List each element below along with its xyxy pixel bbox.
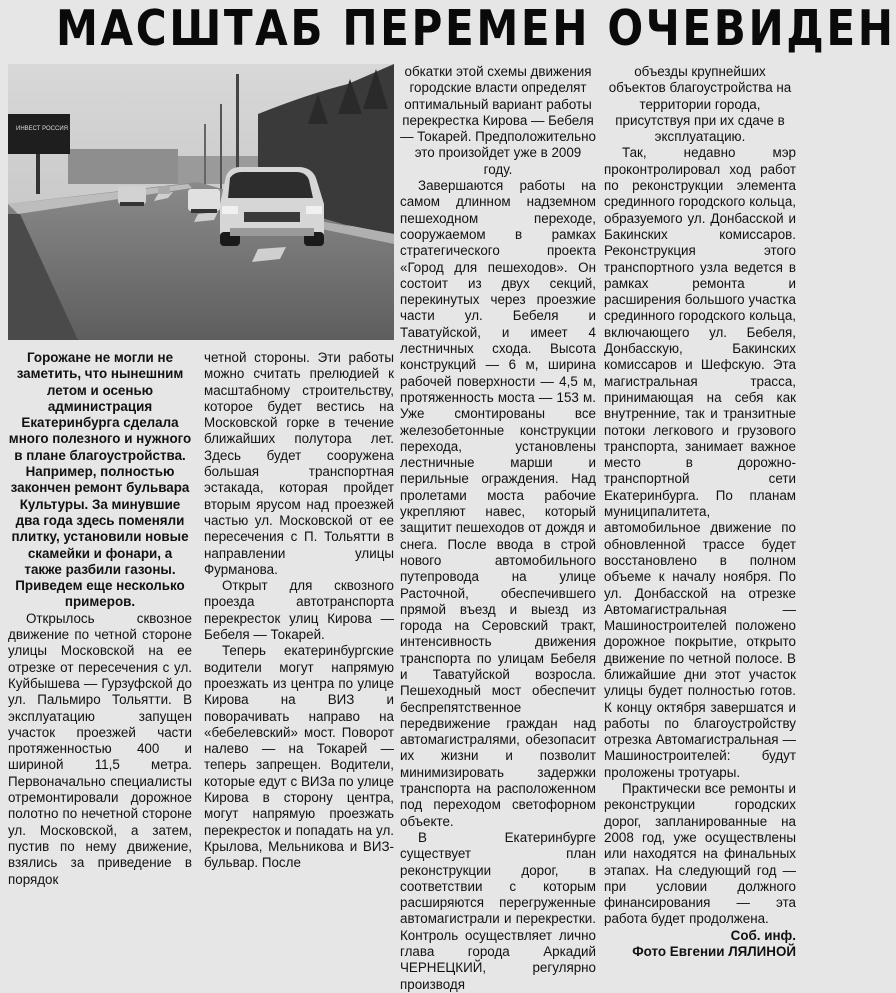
paragraph: четной стороны. Эти работы можно считать прелюдией к масштабному строительству, которое будет вестись на Московской горке в течение ближайших полутора лет. Здесь будет сооружена большая транспортная эстакада, которая пройдет вторым ярусом над проезжей частью ул. Московской от ее пересечения с П. Тольятти в направлении улицы Фурманова.: [204, 350, 394, 577]
column-4: [604, 64, 796, 960]
paragraph: Открыт для сквозного проезда автотранспорта перекресток улиц Кирова — Бебеля — Токарей.: [204, 578, 394, 643]
source-credit: Соб. инф.: [730, 927, 796, 943]
column-1: [8, 350, 192, 888]
paragraph: Теперь екатеринбургские водители могут напрямую проезжать из центра по улице Кирова на ВИЗ и поворачивать направо на «бебелевский» мост. Поворот налево — на Токарей — теперь запрещен. Водители, которые едут с ВИЗа по улице Кирова в сторону центра, могут напрямую проезжать перекресток и попадать на ул. Крылова, Мельникова и ВИЗ-бульвар. После: [204, 643, 394, 871]
billboard-text: ИНВЕСТ РОССИЯ: [16, 126, 68, 132]
photo-credit: Фото Евгении ЛЯЛИНОЙ: [632, 943, 796, 959]
paragraph: Практически все ремонты и реконструкции городских дорог, запланированные на 2008 год, уже осуществлены или находятся на финальных этапах. На следующий год — при условии должного финансирования — эта работа будет продолжена.: [604, 781, 796, 927]
lead-paragraph: Горожане не могли не заметить, что нынешним летом и осенью администрация Екатеринбурга сделала много полезного и нужного в плане благоустройства. Например, полностью закончен ремонт бульвара Культуры. За минувшие два года здесь поменяли плитку, установили новые скамейки и фонари, а также разбили газоны. Приведем еще несколько примеров.: [8, 350, 192, 610]
paragraph: Так, недавно мэр проконтролировал ход работ по реконструкции элемента срединного городского кольца, образуемого ул. Донбасской и Бакинских комиссаров. Реконструкция этого транспортного узла ведется в рамках ремонта и расширения большого участка срединного городского кольца, включающего ул. Бебеля, Донбасскую, Бакинских комиссаров и Шефскую. Эта магистральная трасса, принимающая на себя как внутренние, так и транзитные потоки легкового и грузового транспорта, занимает важное место в дорожно-транспортной сети Екатеринбурга. По планам муниципалитета, автомобильное движение по обновленной трассе будет восстановлено в полном объеме к началу ноября. По ул. Донбасской на отрезке Автомагистральная — Машиностроителей положено дорожное покрытие, открыто движение по четной полосе. В ближайшие дни этот участок улицы будет полностью готов. К концу октября завершатся и работы по благоустройству отрезка Автомагистральная — Машиностроителей: будут проложены тротуары.: [604, 145, 796, 780]
column-2: [204, 350, 394, 872]
paragraph: Открылось сквозное движение по четной стороне улицы Московской на ее отрезке от пересечения с ул. Куйбышева — Гурзуфской до ул. Пальмиро Тольятти. В эксплуатацию запущен участок проезжей части протяженностью 400 и шириной 11,5 метра. Первоначально специалисты отремонтировали дорожное полотно по нечетной стороне ул. Московской, а затем, пустив по нему движение, взялись за приведение в порядок: [8, 610, 192, 887]
paragraph: В Екатеринбурге существует план реконструкции дорог, в соответствии с которым расширяются перегруженные автомагистрали и перекрестки. Контроль осуществляет лично глава города Аркадий ЧЕРНЕЦКИЙ, регулярно производя: [400, 829, 596, 992]
paragraph: объезды крупнейших объектов благоустройства на территории города, присутствуя при их сдаче в эксплуатацию.: [608, 64, 792, 145]
paragraph: обкатки этой схемы движения городские власти определят оптимальный вариант работы перекрестка Кирова — Бебеля — Токарей. Предположительно это произойдет уже в 2009 году.: [400, 64, 596, 177]
column-3: [400, 64, 596, 993]
road-photo: [8, 64, 394, 340]
paragraph: Завершаются работы на самом длинном надземном пешеходном переходе, сооружаемом в рамках стратегического проекта «Город для пешеходов». Он состоит из двух секций, перекинутых через проезжие части ул. Бебеля и Таватуйской, и имеет 4 лестничных схода. Высота конструкций — 6 м, ширина рабочей поверхности — 4,5 м, протяженность моста — 153 м. Уже смонтированы все железобетонные конструкции перехода, установлены лестничные марши и перильные ограждения. Над пролетами моста рабочие укрепляют навес, который защитит пешеходов от дождя и снега. После ввода в строй нового автомобильного путепровода на улице Расточной, обеспечившего прямой въезд и выезд из города на Серовский тракт, интенсивность движения транспорта по улицам Бебеля и Таватуйской возросла. Пешеходный мост обеспечит беспрепятственное передвижение граждан над автомагистралями, обезопасит их жизни и позволит минимизировать задержки транспорта на расположенном под переходом светофорном объекте.: [400, 178, 596, 829]
headline: МАСШТАБ ПЕРЕМЕН ОЧЕВИДЕН: [56, 0, 896, 57]
